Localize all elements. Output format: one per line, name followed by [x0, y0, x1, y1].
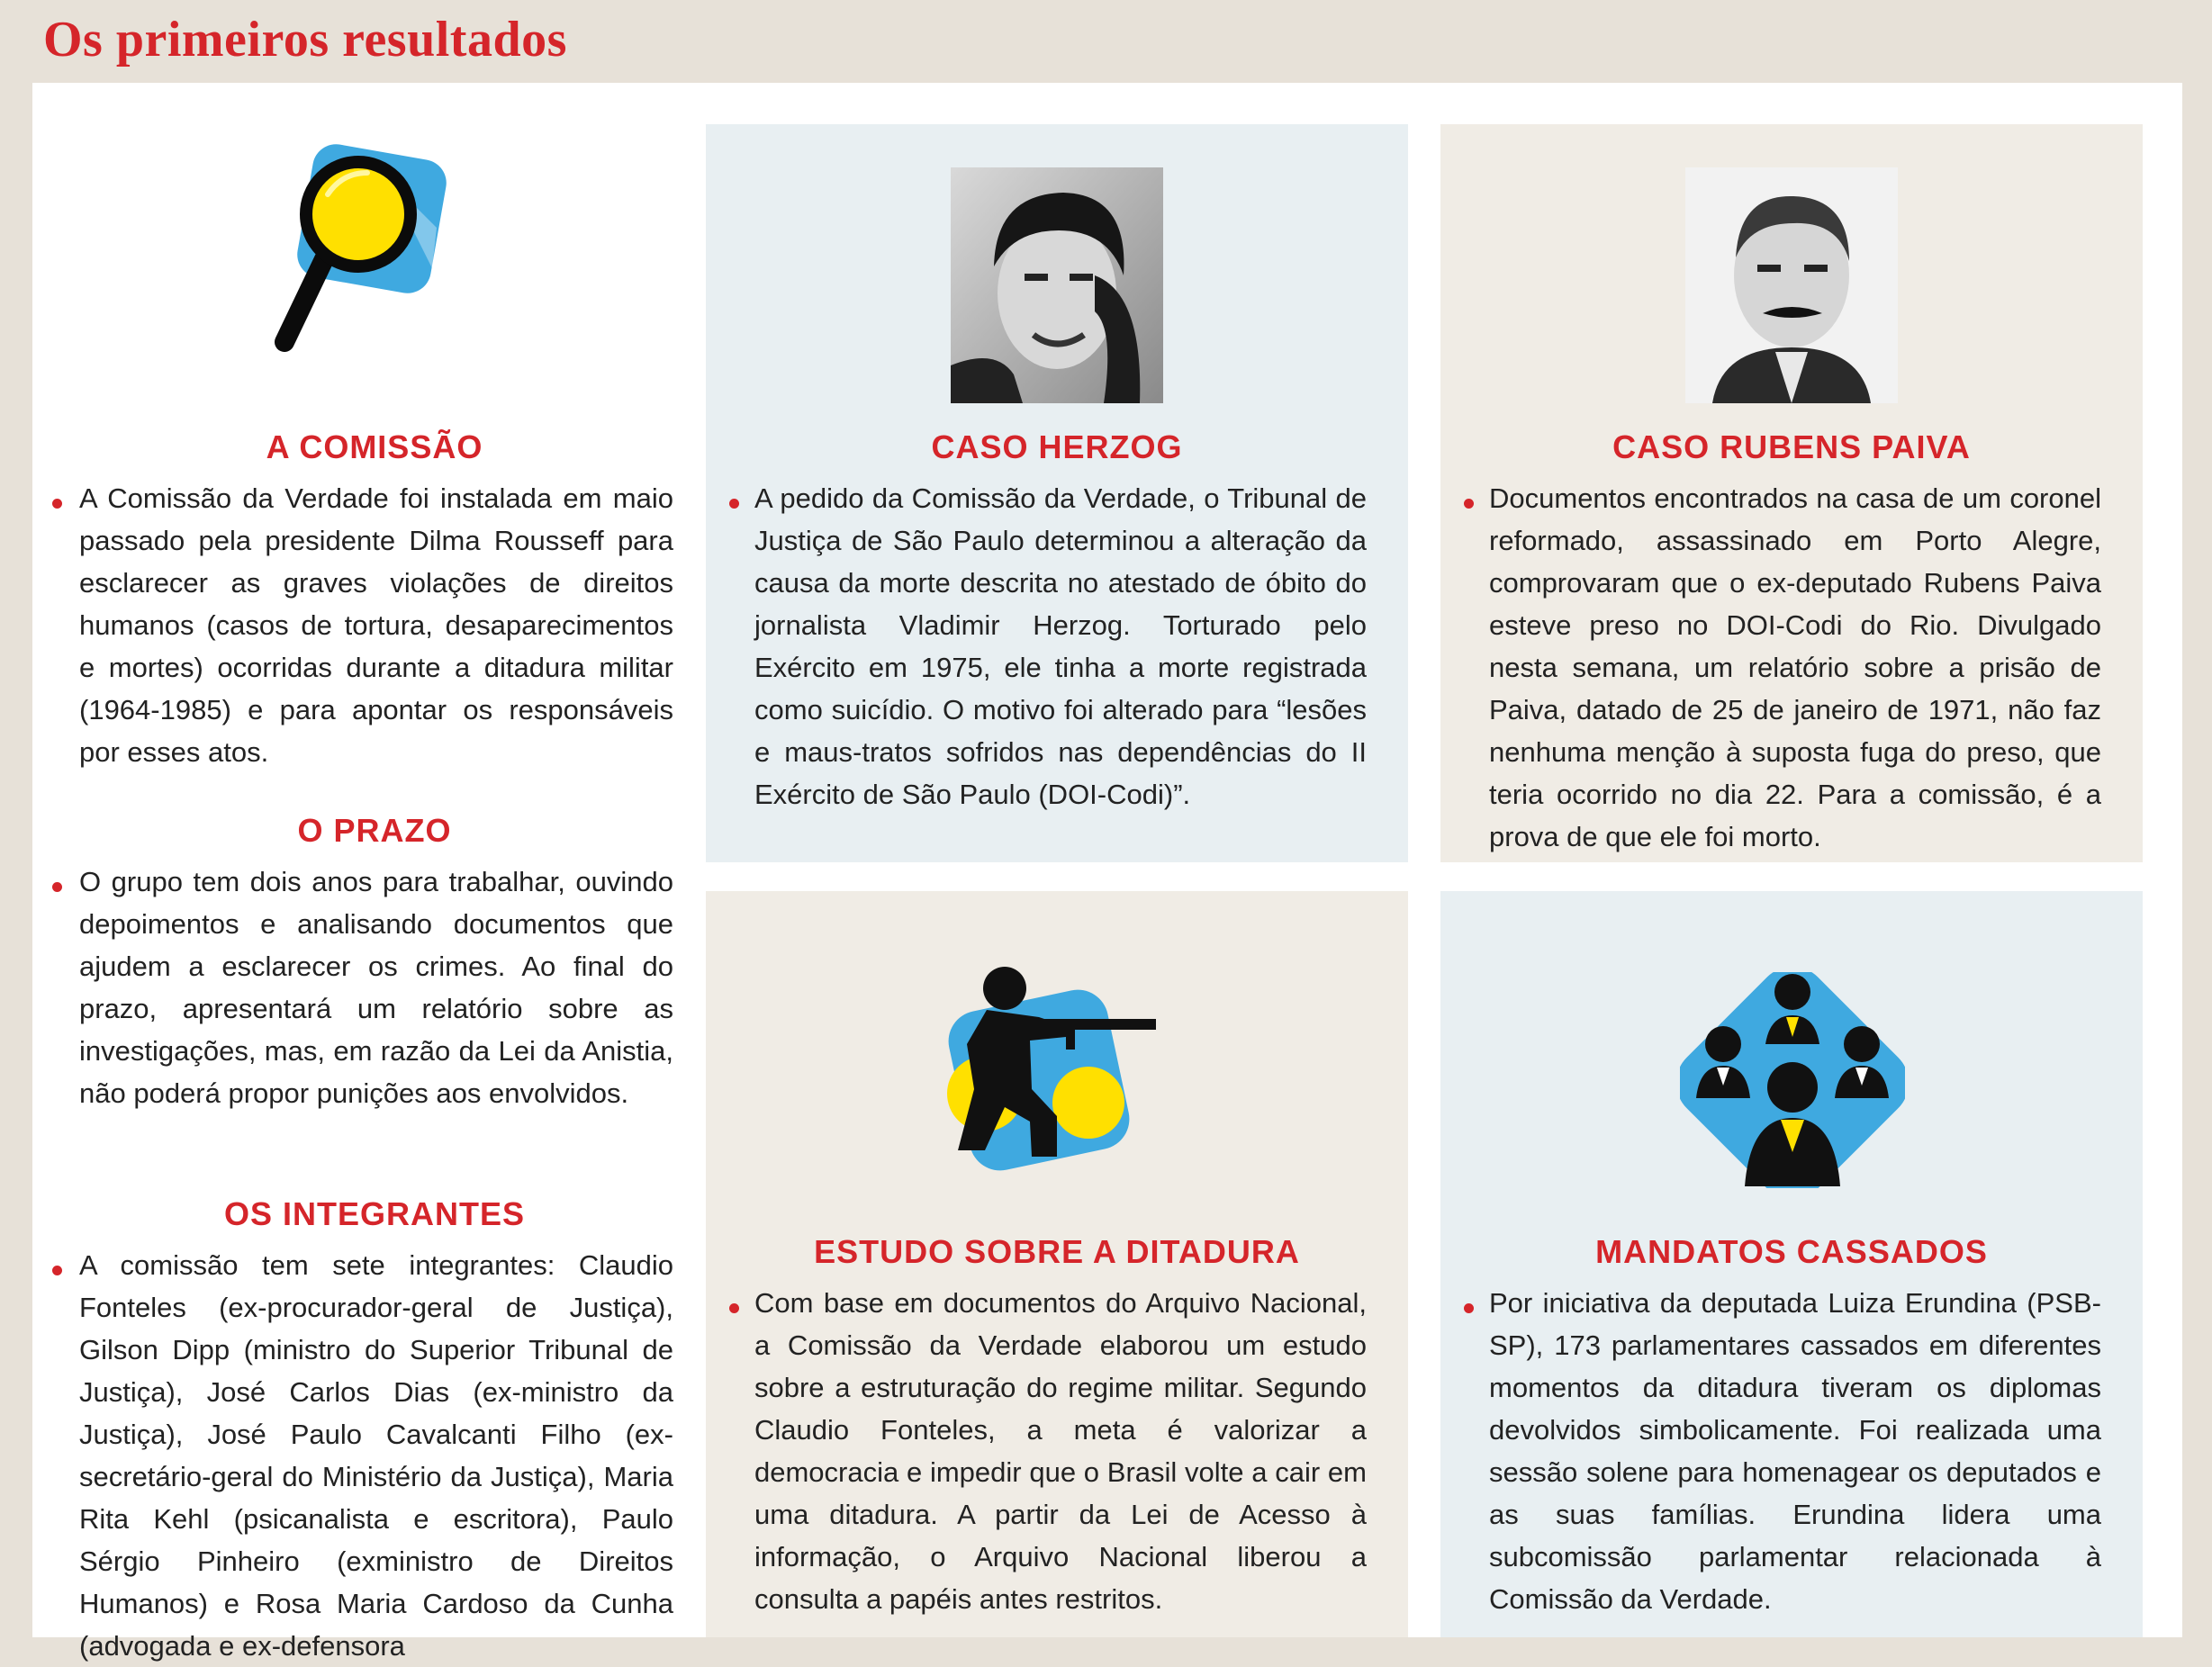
people-group-icon: [1680, 972, 1905, 1188]
section-text: A Comissão da Verdade foi instalada em maio passado pela presidente Dilma Rousseff para esclarecer as graves violações de direitos humanos (casos de tortura, desaparecimentos e mortes) ocorridas durante a ditadura militar (1964-1985) e para apontar os responsáveis por esses atos.: [79, 482, 673, 768]
section-text: O grupo tem dois anos para trabalhar, ouvindo depoimentos e analisando documentos que ajudem a esclarecer os crimes. Ao final do prazo, apresentará um relatório sobre as investigações, mas, em razão da Lei da Anistia, não poderá propor punições aos envolvidos.: [79, 866, 673, 1109]
section-text: A comissão tem sete integrantes: Claudio Fonteles (ex-procurador-geral de Justiça), Gilson Dipp (ministro do Superior Tribunal de Justiça), José Carlos Dias (ex-ministro da Justiça), José Paulo Cavalcanti Filho (ex-secretário-geral do Ministério da Justiça), Maria Rita Kehl (psicanalista e escritora), Paulo Sérgio Pinheiro (exministro de Direitos Humanos) e Rosa Maria Cardoso da Cunha (advogada e ex-defensora: [79, 1249, 673, 1662]
page-title: Os primeiros resultados: [43, 12, 567, 68]
soldier-icon: [931, 963, 1165, 1179]
section-estudo: [706, 891, 1408, 1637]
section-mandatos: [1440, 891, 2143, 1637]
section-comissao: [32, 83, 717, 1662]
section-heading: O PRAZO: [297, 812, 452, 849]
section-heading: CASO RUBENS PAIVA: [1612, 428, 1971, 465]
section-heading: CASO HERZOG: [931, 428, 1183, 465]
portrait-photo-icon: [951, 167, 1163, 403]
section-text: A pedido da Comissão da Verdade, o Tribunal de Justiça de São Paulo determinou a alteração da causa da morte descrita no atestado de óbito do jornalista Vladimir Herzog. Torturado pelo Exército em 1975, ele tinha a morte registrada como suicídio. O motivo foi alterado para “lesões e maus-tratos sofridos nas dependências do II Exército de São Paulo (DOI-Codi)”.: [754, 482, 1367, 810]
content-sheet: [32, 83, 2182, 1662]
section-text: Com base em documentos do Arquivo Nacional, a Comissão da Verdade elaborou um estudo sobre a estruturação do regime militar. Segundo Claudio Fonteles, a meta é valorizar a democracia e impedir que o Brasil volte a cair em uma ditadura. A partir da Lei de Acesso à informação, o Arquivo Nacional liberou a consulta a papéis antes restritos.: [754, 1287, 1367, 1615]
section-heading: OS INTEGRANTES: [223, 1195, 526, 1232]
section-heading: A COMISSÃO: [266, 428, 483, 465]
section-herzog: [706, 124, 1408, 862]
magnifier-icon: [252, 142, 468, 358]
bullet-dot: [52, 882, 62, 892]
section-text: Documentos encontrados na casa de um coronel reformado, assassinado em Porto Alegre, comprovaram que o ex-deputado Rubens Paiva esteve preso no DOI-Codi do Rio. Divulgado nesta semana, um relatório sobre a prisão de Paiva, datado de 25 de janeiro de 1971, não faz nenhuma menção à suposta fuga do preso, que teria ocorrido no dia 22. Para a comissão, é a prova de que ele foi morto.: [1489, 482, 2101, 852]
section-text: Por iniciativa da deputada Luiza Erundina (PSB-SP), 173 parlamentares cassados em diferentes momentos da ditadura tiveram os diplomas devolvidos simbolicamente. Foi realizada uma sessão solene para homenagear os deputados e as suas famílias. Erundina lidera uma subcomissão parlamentar relacionada à Comissão da Verdade.: [1489, 1287, 2101, 1615]
bullet-dot: [52, 499, 62, 509]
bullet-dot: [52, 1266, 62, 1275]
portrait-photo-icon: [1685, 167, 1898, 403]
section-heading: ESTUDO SOBRE A DITADURA: [814, 1233, 1300, 1270]
bullet-dot: [729, 499, 739, 509]
section-heading: MANDATOS CASSADOS: [1595, 1233, 1988, 1270]
section-paiva: [1440, 124, 2143, 862]
bullet-dot: [729, 1303, 739, 1313]
bullet-dot: [1464, 499, 1474, 509]
bullet-dot: [1464, 1303, 1474, 1313]
